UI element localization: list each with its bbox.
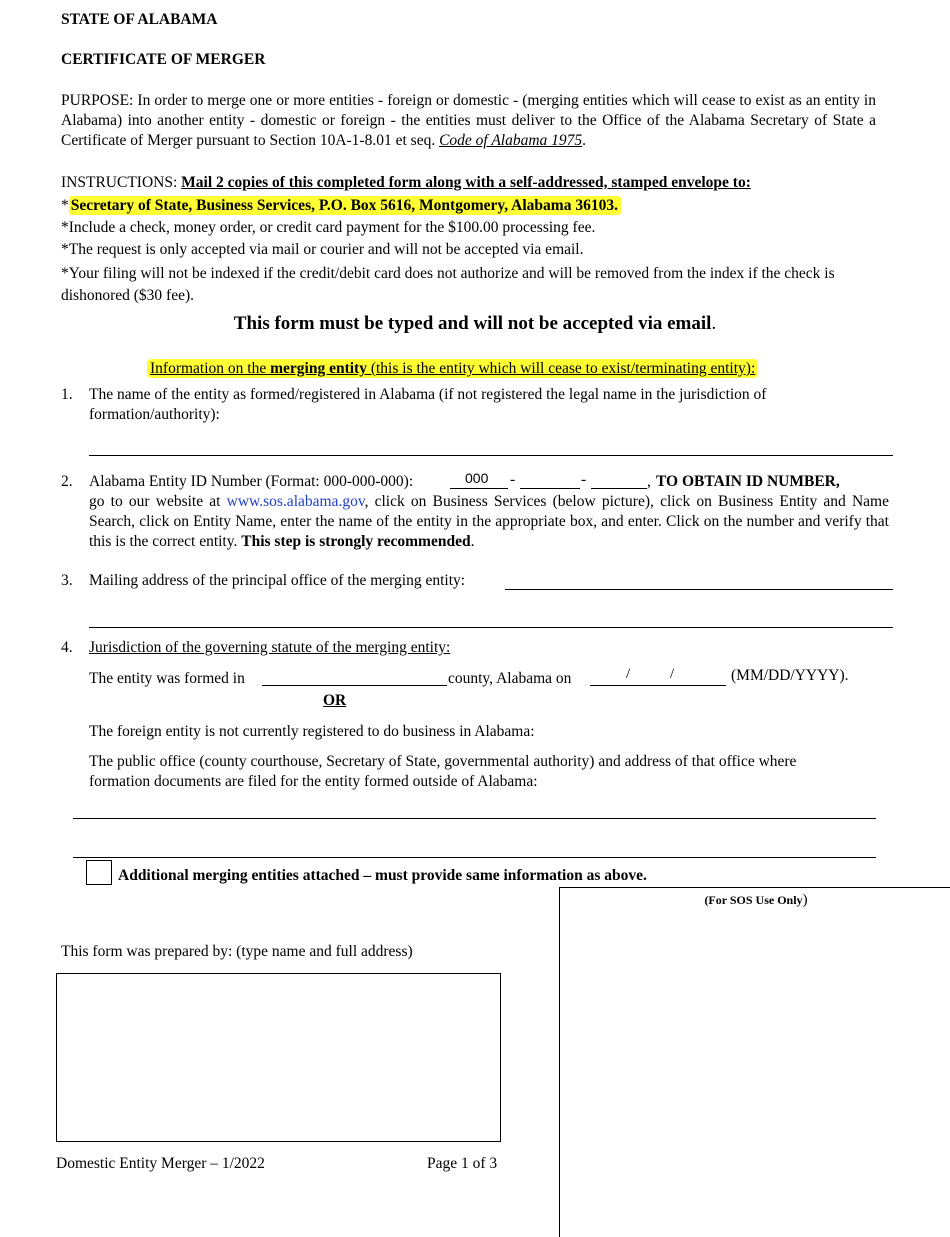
item-2-number: 2. (61, 473, 73, 490)
public-office-line-2 (73, 857, 876, 858)
entity-id-part-1[interactable] (450, 472, 508, 489)
foreign-entity-text: The foreign entity is not currently registered to do business in Alabama: (89, 723, 535, 740)
entity-id-part-2[interactable] (520, 472, 580, 489)
obtain-id-heading: TO OBTAIN ID NUMBER, (656, 473, 840, 490)
additional-entities-checkbox[interactable] (86, 860, 112, 885)
sos-website-link[interactable]: www.sos.alabama.gov (226, 493, 365, 510)
mailing-address-line: * Secretary of State, Business Services, P.O. Box 5616, Montgomery, Alabama 36103. (61, 196, 621, 216)
jurisdiction-label: Jurisdiction of the governing statute of the merging entity: (89, 639, 451, 656)
form-version: Domestic Entity Merger – 1/2022 (56, 1155, 265, 1172)
county-field[interactable] (262, 669, 447, 686)
item-4-number: 4. (61, 639, 73, 656)
code-of-alabama-citation: Code of Alabama 1975 (439, 132, 583, 150)
entity-id-label: Alabama Entity ID Number (Format: 000-000-000): (89, 473, 414, 490)
indexing-note: *Your filing will not be indexed if the credit/debit card does not authorize and will be removed from the index if the check is dishonored ($30 fee). (61, 265, 835, 305)
date-slash-1: / (626, 666, 631, 682)
or-divider: OR (323, 692, 347, 709)
page-number: Page 1 of 3 (427, 1155, 498, 1172)
payment-note: *Include a check, money order, or credit card payment for the $100.00 processing fee. (61, 219, 596, 236)
sos-use-only-label: (For SOS Use Only) (704, 892, 808, 908)
principal-office-label: Mailing address of the principal office of the merging entity: (89, 572, 466, 589)
state-heading: STATE OF ALABAMA (61, 11, 218, 28)
county-label: county, Alabama on (448, 670, 572, 687)
additional-entities-label: Additional merging entities attached – must provide same information as above. (118, 867, 647, 884)
mail-only-note: *The request is only accepted via mail or courier and will not be accepted via email. (61, 241, 584, 258)
prepared-by-label: This form was prepared by: (type name and full address) (61, 943, 413, 960)
item-3-number: 3. (61, 572, 73, 589)
entity-id-part-3[interactable] (591, 472, 647, 489)
item-1-number: 1. (61, 386, 73, 403)
item-1-text: The name of the entity as formed/registered in Alabama (if not registered the legal name in the jurisdiction of formation/authority): (89, 386, 767, 424)
principal-office-line-1 (505, 589, 893, 590)
purpose-text: PURPOSE: In order to merge one or more entities - foreign or domestic - (merging entities which will cease to exist as an entity in Alabama) into another entity - domestic or foreign - the entities must deliver to the Office of the Alabama Secretary of State a Certificate of Merger pursuant to Section 10A-1-8.01 et seq. (61, 92, 876, 150)
id-instructions: go to our website at www.sos.alabama.gov, click on Business Services (below picture), click on Business Entity and Name Search, click on Entity Name, enter the name of the entity in the appropriate box, and enter. Click on the number and verify that this is the correct entity. This step is strongly recommended. (89, 493, 889, 551)
id-dash-1: - (510, 471, 516, 488)
typed-notice: This form must be typed and will not be accepted via email. (233, 313, 717, 334)
instructions-label: INSTRUCTIONS: (61, 174, 182, 191)
merging-entity-header: Information on the merging entity (this is the entity which will cease to exist/terminating entity): (147, 359, 758, 379)
form-title: CERTIFICATE OF MERGER (61, 51, 266, 68)
prepared-by-textbox[interactable] (56, 973, 501, 1142)
instructions-line (61, 173, 921, 193)
purpose-paragraph: PURPOSE: In order to merge one or more entities - foreign or domestic - (merging entities which will cease to exist as an entity in Alabama) into another entity - domestic or foreign - the entities must deliver to the Office of the Alabama Secretary of State a Certificate of Merger pursuant to Section 10A-1-8.01 et seq. Code of Alabama 1975. (61, 92, 876, 150)
mail-instruction: Mail 2 copies of this completed form along with a self-addressed, stamped envelope to: (181, 174, 751, 191)
date-format-hint: (MM/DD/YYYY). (731, 667, 849, 684)
public-office-line-1 (73, 818, 876, 819)
date-slash-2: / (670, 666, 675, 682)
id-dash-2: - (581, 471, 587, 488)
principal-office-line-2 (89, 627, 893, 628)
sos-mailing-address: Secretary of State, Business Services, P.O. Box 5616, Montgomery, Alabama 36103. (69, 196, 621, 215)
principal-office-input[interactable] (508, 570, 890, 588)
entity-name-line (89, 455, 893, 456)
public-office-text: The public office (county courthouse, Secretary of State, governmental authority) and address of that office where formation documents are filed for the entity formed outside of Alabama: (89, 753, 797, 791)
formed-in-label: The entity was formed in (89, 670, 245, 687)
entity-id-part-1-value: 000 (465, 470, 489, 486)
sos-use-only-box (559, 887, 950, 1237)
formation-date-field[interactable] (590, 666, 726, 686)
entity-name-input[interactable] (92, 436, 890, 454)
